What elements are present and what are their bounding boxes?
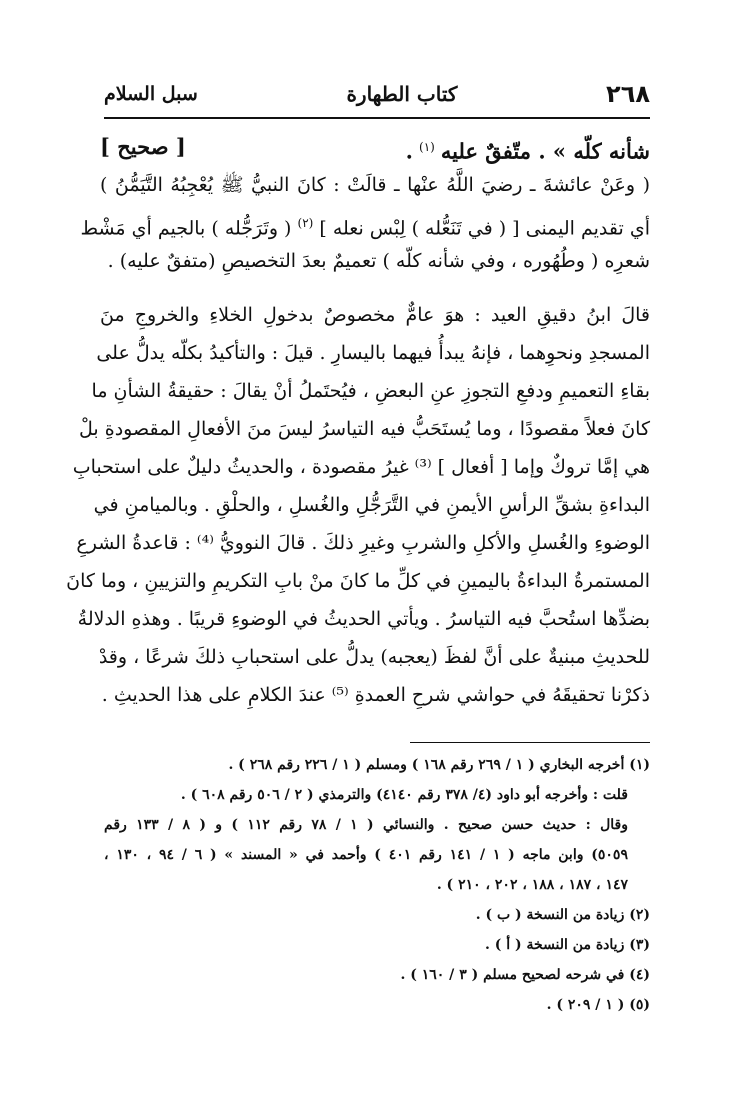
footnote-1-cont: ٥٠٥٩) وابن ماجه ( ١ / ١٤١ رقم ٤٠١ ) وأحمد في « المسند » ( ٦ / ٩٤ ، ١٣٠ ،: [104, 847, 628, 863]
footnote-3: (٣) زيادة من النسخة ( أ ) .: [485, 937, 650, 953]
page-number: ٢٦٨: [606, 80, 650, 108]
paragraph-line: البداءةِ بشقِّ الرأسِ الأيمنِ في التَّرَجُّلِ والغُسلِ ، والحلْقِ . وبالميامنِ في: [93, 494, 650, 516]
paragraph-line: هي إمَّا تروكٌ وإما [ أفعال ] ⁽³⁾ غيرُ مقصودة ، والحديثُ دليلٌ على استحبابِ: [72, 456, 650, 478]
paragraph-line: بضدِّها استُحبَّ فيه التياسرُ . ويأتي الحديثُ في الوضوءِ قريبًا . وهذهِ الدلالةُ: [77, 608, 650, 630]
paragraph-line: للحديثِ مبنيةٌ على أنَّ لفظَ (يعجبه) يدلُّ على استحبابِ ذلكَ شرعًا ، وقدْ: [98, 646, 650, 668]
header-divider: [104, 117, 650, 119]
paragraph-line: كانَ فعلاً مقصودًا ، وما يُستَحَبُّ فيه التياسرُ ليسَ منَ الأفعالِ المقصودةِ بلْ: [79, 418, 650, 440]
hadith-ending: شأنه كلّه » . متّفقٌ عليه: [440, 138, 650, 164]
book-title: سبل السلام: [104, 83, 198, 105]
footnote-1-cont: ١٤٧ ، ١٨٧ ، ١٨٨ ، ٢٠٢ ، ٢١٠ ) .: [436, 877, 628, 893]
footnote-5: (٥) ( ١ / ٢٠٩ ) .: [546, 997, 650, 1013]
text-line-3: أي تقديم اليمنى [ ( في تَنَعُّله ) لِبْس نعله ] $^{(٢)}$ ( وتَرَجُّله ) بالجيم أي مَشْط: [80, 216, 650, 240]
chapter-title: كتاب الطهارة: [346, 82, 458, 106]
paragraph-line: قالَ ابنُ دقيقِ العيد : هوَ عامٌّ مخصوصٌ بدخولِ الخلاءِ والخروجِ منَ: [100, 304, 650, 326]
footnote-1: (١) أخرجه البخاري ( ١ / ٢٦٩ رقم ١٦٨ ) ومسلم ( ١ / ٢٢٦ رقم ٢٦٨ ) .: [228, 757, 650, 773]
footnote-2: (٢) زيادة من النسخة ( ب ) .: [475, 907, 650, 923]
paragraph-line: المستمرةُ البداءةُ باليمينِ في كلِّ ما كانَ منْ بابِ التكريمِ والتزيينِ ، وما كانَ: [66, 570, 650, 592]
main-text: [66, 128, 650, 714]
footnote-ref-2: (٢): [297, 216, 314, 230]
page-header: [104, 74, 650, 114]
footnote-ref-1: (١): [419, 140, 435, 154]
text-line-1: شأنه كلّه » . متّفقٌ عليه $^{(١)}$ . [ صحيح ]: [100, 128, 650, 166]
text-line-2: ( وعَنْ عائشةَ ـ رضيَ اللَّهُ عنْها ـ قالَتْ : كانَ النبيُّ ﷺ يُعْجِبُهُ التَّيَمُّنُ ): [100, 174, 650, 196]
hadith-grade: [ صحيح ]: [100, 134, 186, 159]
footnote-4: (٤) في شرحه لصحيح مسلم ( ٣ / ١٦٠ ) .: [400, 967, 650, 983]
text-line-4: شعرِه ( وطُهُوره ، وفي شأنه كلّه ) تعميمٌ بعدَ التخصيصِ (متفقٌ عليه) .: [107, 250, 650, 272]
paragraph-line: المسجدِ ونحوِهما ، فإنهُ يبدأُ فيهما باليسارِ . قيلَ : والتأكيدُ بكلّه يدلُّ على: [96, 342, 650, 364]
footnotes: [104, 750, 650, 1020]
paragraph-line: بقاءِ التعميمِ ودفعِ التجوزِ عنِ البعضِ ، فيُحتَملُ أنْ يقالَ : حقيقةُ الشأنِ ما: [91, 380, 650, 402]
paragraph-line: الوضوءِ والغُسلِ والأكلِ والشربِ وغيرِ ذلكَ . قالَ النوويُّ ⁽⁴⁾ : قاعدةُ الشرعِ: [76, 532, 650, 554]
footnote-1-cont: وقال : حديث حسن صحيح . والنسائي ( ١ / ٧٨ رقم ١١٢ ) و ( ٨ / ١٣٣ رقم: [104, 817, 628, 833]
paragraph-line: ذكرْنا تحقيقَهُ في حواشي شرحِ العمدةِ ⁽⁵⁾ عندَ الكلامِ على هذا الحديثِ .: [101, 684, 650, 706]
footnote-divider: [410, 742, 650, 743]
footnote-1-cont: قلت : وأخرجه أبو داود (٤/ ٣٧٨ رقم ٤١٤٠) والترمذي ( ٢ / ٥٠٦ رقم ٦٠٨ ) .: [180, 787, 628, 803]
